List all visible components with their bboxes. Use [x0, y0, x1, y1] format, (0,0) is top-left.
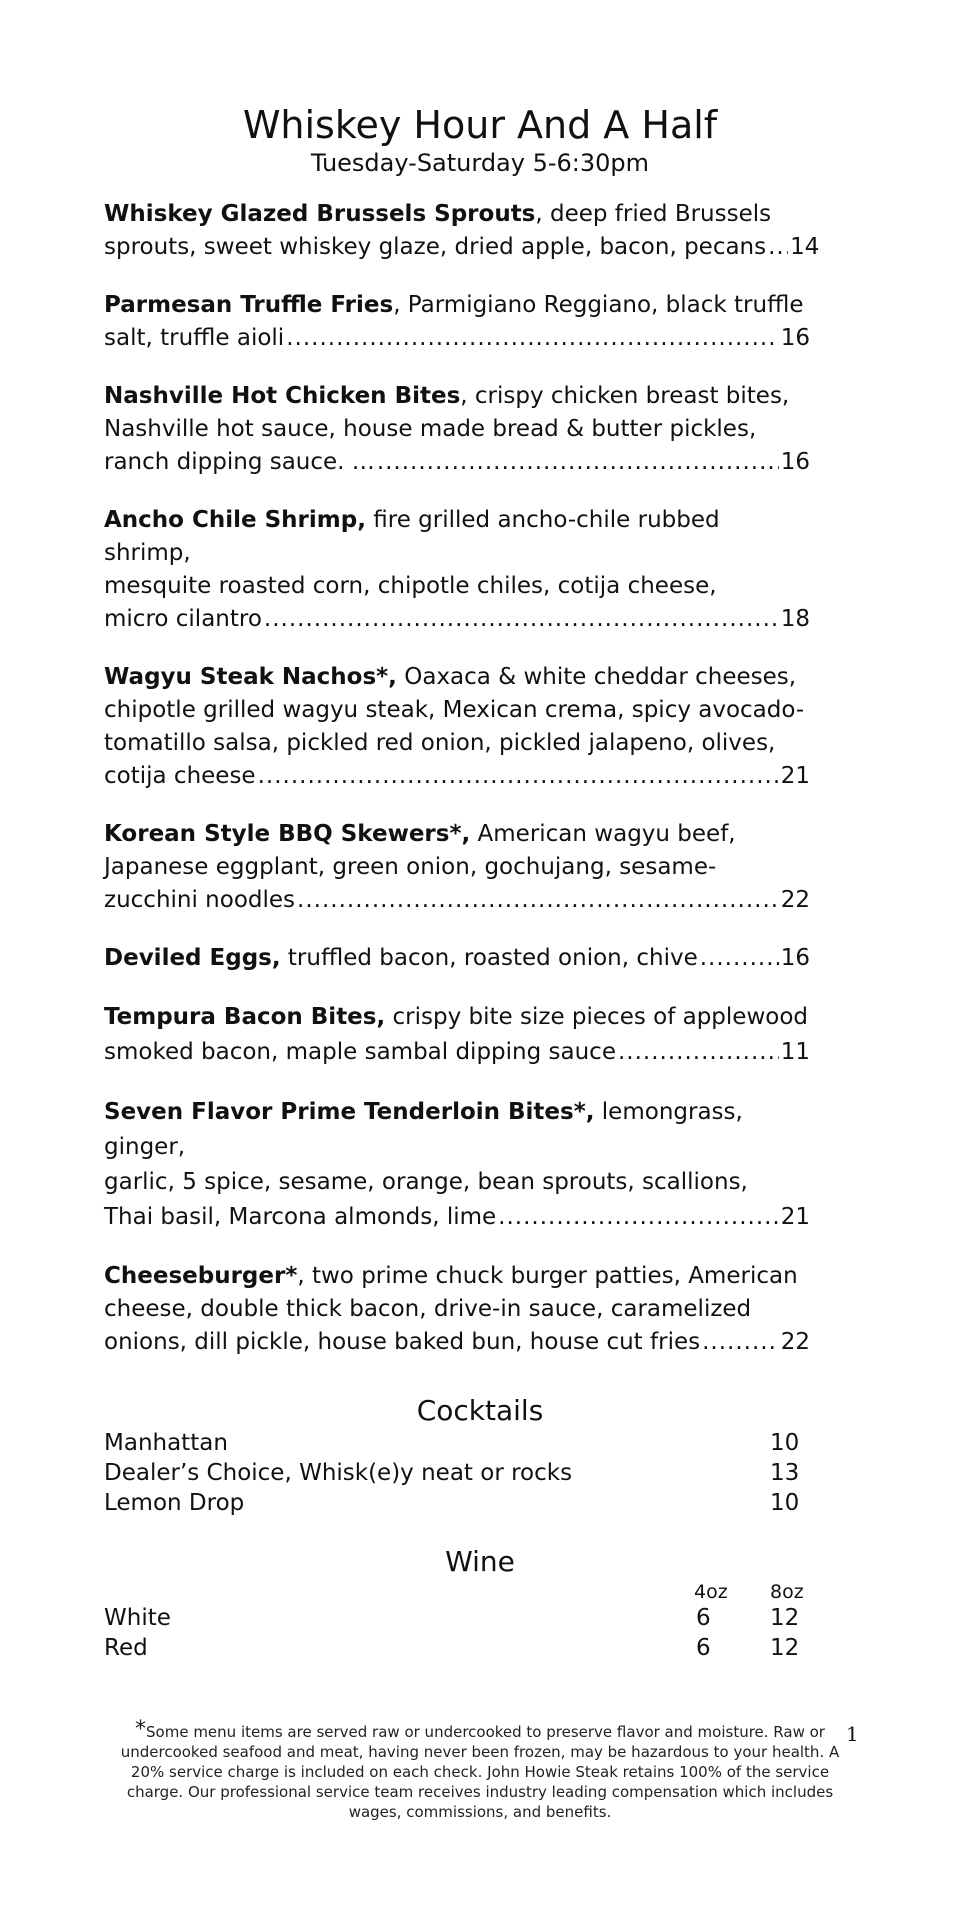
item-line — [104, 1095, 810, 1165]
item-description-end: smoked bacon, maple sambal dipping sauce — [104, 1039, 616, 1065]
item-description-end: ranch dipping sauce. … — [104, 449, 375, 475]
item-price: 22 — [780, 1329, 810, 1355]
cocktails-list — [104, 1428, 810, 1518]
item-price-line — [104, 446, 810, 479]
item-description: chipotle grilled wagyu steak, Mexican crema, spicy avocado- — [104, 697, 805, 723]
dot-leader — [297, 884, 779, 917]
item-description — [104, 322, 284, 355]
item-price: 16 — [780, 449, 810, 475]
item-description-end: micro cilantro — [104, 606, 262, 632]
wine-name: Red — [104, 1635, 148, 1661]
item-line — [104, 380, 810, 413]
item-description — [104, 1326, 700, 1359]
item-description: Nashville hot sauce, house made bread & butter pickles, — [104, 416, 757, 442]
item-name: Whiskey Glazed Brussels Sprouts — [104, 201, 536, 227]
menu-item — [104, 504, 810, 636]
wine-row — [104, 1603, 810, 1633]
item-price: 11 — [780, 1039, 810, 1065]
item-description — [104, 942, 698, 975]
footnote — [110, 1717, 850, 1822]
item-name: Seven Flavor Prime Tenderloin Bites*, — [104, 1099, 595, 1125]
dot-leader — [700, 942, 779, 975]
item-description — [104, 603, 262, 636]
dot-leader — [498, 1200, 779, 1235]
item-price-line — [104, 942, 810, 975]
menu-item — [104, 942, 810, 975]
item-description: cheese, double thick bacon, drive-in sauce, caramelized — [104, 1296, 752, 1322]
item-price-line — [104, 1200, 810, 1235]
item-description: garlic, 5 spice, sesame, orange, bean sprouts, scallions, — [104, 1169, 748, 1195]
menu-item — [104, 380, 810, 479]
cocktail-price: 10 — [770, 1490, 800, 1516]
item-description-end: zucchini noodles — [104, 887, 296, 913]
item-description — [104, 1200, 496, 1235]
item-description: crispy bite size pieces of applewood — [385, 1004, 809, 1030]
item-name: Nashville Hot Chicken Bites — [104, 383, 461, 409]
item-line — [104, 289, 810, 322]
item-price-line — [104, 322, 810, 355]
dot-leader — [258, 760, 779, 793]
dot-leader — [286, 322, 779, 355]
cocktail-row — [104, 1488, 810, 1518]
item-description: tomatillo salsa, pickled red onion, pickled jalapeno, olives, — [104, 730, 776, 756]
menu-item — [104, 661, 810, 793]
item-line — [104, 198, 810, 231]
menu-item — [104, 1000, 810, 1070]
item-description: , Parmigiano Reggiano, black truffle — [393, 292, 804, 318]
wine-name: White — [104, 1605, 171, 1631]
menu-title: Whiskey Hour And A Half — [242, 103, 718, 147]
dot-leader — [768, 231, 788, 264]
wine-price-4oz: 6 — [696, 1605, 711, 1631]
item-name: Wagyu Steak Nachos*, — [104, 664, 397, 690]
cocktail-row — [104, 1458, 810, 1488]
menu-item — [104, 818, 810, 917]
item-line — [104, 504, 810, 570]
item-description-end: cotija cheese — [104, 763, 256, 789]
item-description-end: sprouts, sweet whiskey glaze, dried apple, bacon, pecans — [104, 234, 767, 260]
footnote-text: Some menu items are served raw or undercooked to preserve flavor and moisture. Raw or undercooked seafood and meat, having never been frozen, may be hazardous to your health. A 20% service charge is included on each check. John Howie Steak retains 100% of the service charge. Our professional service team receives industry leading compensation which includes wages, commissions, and benefits. — [120, 1723, 840, 1821]
wine-price-8oz: 12 — [770, 1605, 800, 1631]
item-price: 14 — [790, 234, 820, 260]
cocktail-name: Manhattan — [104, 1430, 228, 1456]
food-items-list — [104, 198, 820, 1384]
item-price-line — [104, 603, 810, 636]
item-line — [104, 1260, 810, 1293]
item-name: Tempura Bacon Bites, — [104, 1004, 386, 1030]
item-description: , crispy chicken breast bites, — [460, 383, 790, 409]
menu-item — [104, 1260, 810, 1359]
cocktail-price: 13 — [770, 1460, 800, 1486]
item-description-end: onions, dill pickle, house baked bun, house cut fries — [104, 1329, 701, 1355]
item-name: Parmesan Truffle Fries — [104, 292, 394, 318]
item-price: 21 — [780, 763, 810, 789]
cocktail-row — [104, 1428, 810, 1458]
wine-price-4oz: 6 — [696, 1635, 711, 1661]
item-price-line — [104, 231, 820, 264]
cocktail-name: Lemon Drop — [104, 1490, 245, 1516]
wine-row — [104, 1633, 810, 1663]
item-description: Japanese eggplant, green onion, gochujang, sesame- — [104, 854, 717, 880]
cocktails-heading: Cocktails — [416, 1394, 544, 1427]
item-price-line — [104, 884, 810, 917]
item-description: Oaxaca & white cheddar cheeses, — [396, 664, 797, 690]
dot-leader — [264, 603, 779, 636]
item-line — [104, 1000, 810, 1035]
item-price: 18 — [780, 606, 810, 632]
item-description-end: truffled bacon, roasted onion, chive — [280, 945, 698, 971]
dot-leader — [702, 1326, 779, 1359]
item-description — [104, 231, 766, 264]
menu-item — [104, 1095, 810, 1235]
item-description — [104, 760, 256, 793]
menu-item — [104, 289, 810, 355]
item-price-line — [104, 1035, 810, 1070]
wine-8oz-header: 8oz — [770, 1581, 804, 1603]
item-price: 16 — [780, 325, 810, 351]
item-description — [104, 446, 375, 479]
item-price-line — [104, 1326, 810, 1359]
wine-price-8oz: 12 — [770, 1635, 800, 1661]
menu-subtitle: Tuesday-Saturday 5-6:30pm — [310, 149, 650, 177]
cocktail-name: Dealer’s Choice, Whisk(e)y neat or rocks — [104, 1460, 573, 1486]
dot-leader — [377, 446, 779, 479]
item-name: Deviled Eggs, — [104, 945, 281, 971]
item-line — [104, 818, 810, 851]
item-description: fire grilled ancho-chile rubbed shrimp, — [104, 507, 720, 566]
item-name: Cheeseburger* — [104, 1263, 298, 1289]
item-description — [104, 1035, 616, 1070]
item-price: 21 — [780, 1204, 810, 1230]
item-description: American wagyu beef, — [470, 821, 736, 847]
item-description-end: salt, truffle aioli — [104, 325, 285, 351]
item-description — [104, 884, 295, 917]
item-price: 22 — [780, 887, 810, 913]
item-description: , two prime chuck burger patties, American — [297, 1263, 798, 1289]
menu-header — [0, 102, 960, 178]
wine-list — [104, 1603, 810, 1663]
item-name: Korean Style BBQ Skewers*, — [104, 821, 471, 847]
page-number: 1 — [846, 1722, 859, 1746]
dot-leader — [618, 1035, 779, 1070]
wine-4oz-header: 4oz — [694, 1581, 728, 1603]
item-description-end: Thai basil, Marcona almonds, lime — [104, 1204, 497, 1230]
item-description: , deep fried Brussels — [535, 201, 772, 227]
cocktail-price: 10 — [770, 1430, 800, 1456]
item-description: lemongrass, ginger, — [104, 1099, 743, 1160]
footnote-star: * — [135, 1717, 147, 1742]
item-price: 16 — [780, 945, 810, 971]
item-description: mesquite roasted corn, chipotle chiles, cotija cheese, — [104, 573, 717, 599]
menu-item — [104, 198, 820, 264]
item-line — [104, 661, 810, 694]
item-name: Ancho Chile Shrimp, — [104, 507, 366, 533]
item-price-line — [104, 760, 810, 793]
wine-heading: Wine — [445, 1545, 515, 1578]
